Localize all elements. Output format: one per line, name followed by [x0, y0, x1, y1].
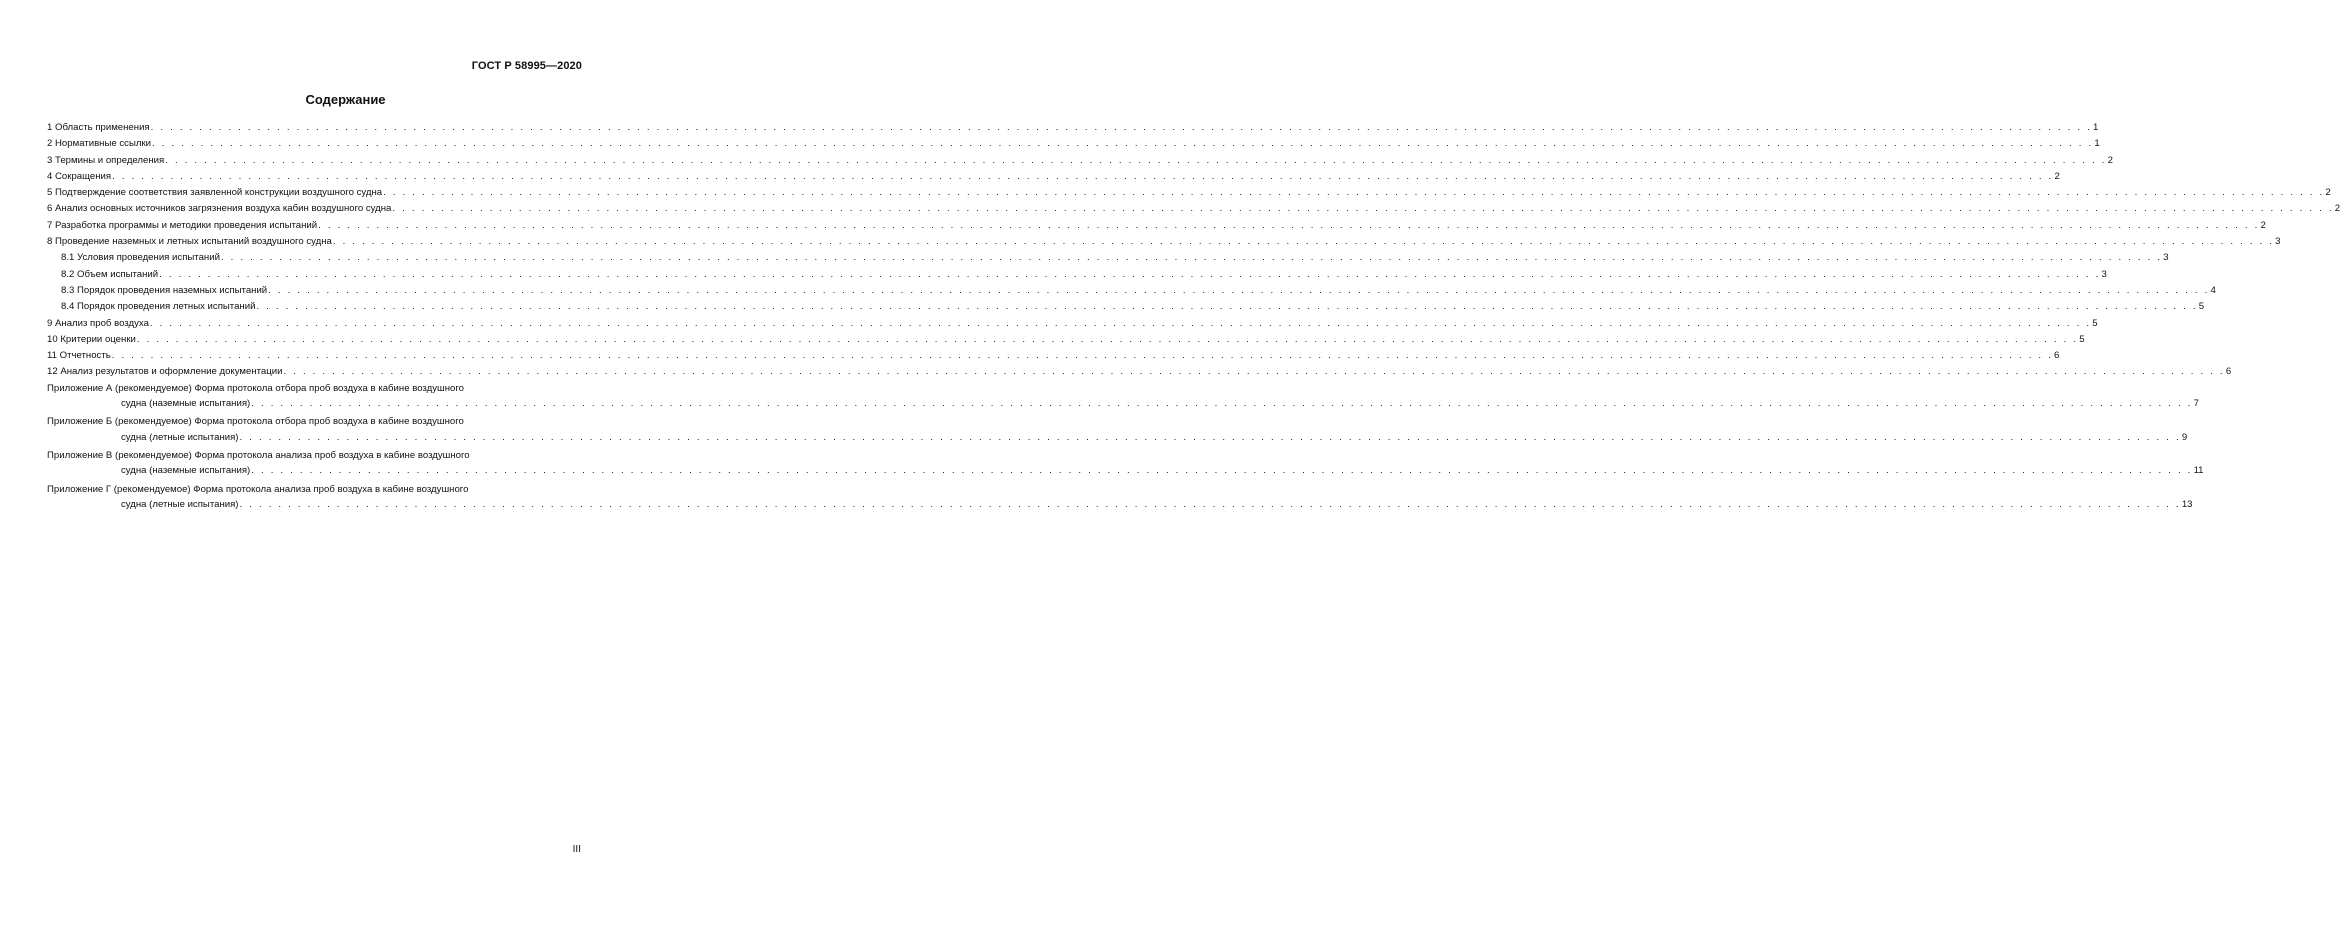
toc-entry-page: 2 [2334, 203, 2340, 215]
toc-entry-page: 2 [2054, 170, 2060, 182]
toc-leader-dots: . . . . . . . . . . . . . . . . . . . . . . . . . . . . . . . . . . . . . . . . . . . . . . . . . . . . . . . . . . . . . . . . . . . . . . . . . . . . . . . . . . . . . . . . . . . . . . . . . . . . . . . . . . . . . . . . . . . . . . . . . . . . . . . . . . . . . . . . . . . . . . . . . . . . . . . . . . . . . . . . . . . . . . . . . . . . . . . . . . . . . . . . . . . . . . . . . . . . . . . . [150, 122, 2092, 133]
toc-entry-title: 8.4 Порядок проведения летных испытаний [61, 301, 256, 313]
toc-entry[interactable] [47, 218, 2266, 234]
appendix-page: 13 [2181, 498, 2193, 510]
toc-entry[interactable] [47, 234, 2281, 250]
toc-entry-page: 2 [2260, 219, 2266, 231]
toc-entry[interactable] [47, 136, 2100, 152]
toc-leader-dots: . . . . . . . . . . . . . . . . . . . . . . . . . . . . . . . . . . . . . . . . . . . . . . . . . . . . . . . . . . . . . . . . . . . . . . . . . . . . . . . . . . . . . . . . . . . . . . . . . . . . . . . . . . . . . . . . . . . . . . . . . . . . . . . . . . . . . . . . . . . . . . . . . . . . . . . . . . . . . . . . . . . . . . . . . . . . . . . . . . . . . . . . . . . . . . . . . . . . . . . . [152, 138, 2094, 150]
appendix-title-line1: Приложение Г (рекомендуемое) Форма протокола анализа проб воздуха в кабине воздушного [47, 483, 469, 495]
appendix-title-line2: судна (наземные испытания) [121, 465, 251, 477]
toc-entry-title: 8 Проведение наземных и летных испытаний воздушного судна [47, 236, 332, 248]
toc-entry-page: 5 [2092, 317, 2098, 329]
toc-entry-page: 2 [2107, 154, 2113, 166]
toc-entry[interactable] [47, 250, 2169, 266]
appendix-page: 7 [2193, 398, 2199, 410]
toc-entry-page: 1 [2092, 122, 2099, 133]
toc-leader-dots: . . . . . . . . . . . . . . . . . . . . . . . . . . . . . . . . . . . . . . . . . . . . . . . . . . . . . . . . . . . . . . . . . . . . . . . . . . . . . . . . . . . . . . . . . . . . . . . . . . . . . . . . . . . . . . . . . . . . . . . . . . . . . . . . . . . . . . . . . . . . . . . . . . . . . . . . . . . . . . . . . . . . . . . . . . . . . . . . . . . . . . . . . . . . . . . . . . . . . . . . [251, 465, 2193, 477]
toc-entry[interactable] [47, 185, 2331, 201]
toc-entry-page: 5 [2079, 333, 2085, 345]
toc-entry[interactable] [47, 201, 2340, 217]
toc-entry[interactable] [47, 348, 2060, 364]
toc-leader-dots: . . . . . . . . . . . . . . . . . . . . . . . . . . . . . . . . . . . . . . . . . . . . . . . . . . . . . . . . . . . . . . . . . . . . . . . . . . . . . . . . . . . . . . . . . . . . . . . . . . . . . . . . . . . . . . . . . . . . . . . . . . . . . . . . . . . . . . . . . . . . . . . . . . . . . . . . . . . . . . . . . . . . . . . . . . . . . . . . . . . . . . . . . . . . . . . . . . . . . . . . [165, 154, 2107, 166]
toc-entry[interactable] [47, 332, 2085, 348]
page-title: Содержание [305, 92, 386, 107]
toc-entry-title: 1 Область применения [47, 122, 150, 133]
toc-entry-page: 3 [2101, 268, 2107, 280]
toc-entry-title: 12 Анализ результатов и оформление документации [47, 366, 283, 378]
toc-appendix-entry[interactable] [47, 482, 2193, 513]
toc-entry-title: 3 Термины и определения [47, 154, 165, 166]
toc-entry-page: 6 [2054, 350, 2060, 362]
page-number: III [572, 844, 581, 855]
toc-leader-dots: . . . . . . . . . . . . . . . . . . . . . . . . . . . . . . . . . . . . . . . . . . . . . . . . . . . . . . . . . . . . . . . . . . . . . . . . . . . . . . . . . . . . . . . . . . . . . . . . . . . . . . . . . . . . . . . . . . . . . . . . . . . . . . . . . . . . . . . . . . . . . . . . . . . . . . . . . . . . . . . . . . . . . . . . . . . . . . . . . . . . . . . . . . . . . . . . . . . . . . . . [251, 398, 2193, 410]
toc-appendix-entry[interactable] [47, 448, 2204, 479]
toc-entry[interactable] [47, 299, 2205, 315]
appendix-page: 11 [2193, 465, 2204, 477]
toc-entry[interactable] [47, 316, 2098, 332]
toc-leader-dots: . . . . . . . . . . . . . . . . . . . . . . . . . . . . . . . . . . . . . . . . . . . . . . . . . . . . . . . . . . . . . . . . . . . . . . . . . . . . . . . . . . . . . . . . . . . . . . . . . . . . . . . . . . . . . . . . . . . . . . . . . . . . . . . . . . . . . . . . . . . . . . . . . . . . . . . . . . . . . . . . . . . . . . . . . . . . . . . . . . . . . . . . . . . . . . . . . . . . . . . . [318, 219, 2260, 231]
appendix-page: 9 [2181, 431, 2188, 443]
toc-entry-page: 2 [2325, 187, 2331, 199]
appendix-title-line2: судна (летные испытания) [121, 431, 239, 443]
toc-leader-dots: . . . . . . . . . . . . . . . . . . . . . . . . . . . . . . . . . . . . . . . . . . . . . . . . . . . . . . . . . . . . . . . . . . . . . . . . . . . . . . . . . . . . . . . . . . . . . . . . . . . . . . . . . . . . . . . . . . . . . . . . . . . . . . . . . . . . . . . . . . . . . . . . . . . . . . . . . . . . . . . . . . . . . . . . . . . . . . . . . . . . . . . . . . . . . . . . . . . . . . . . [111, 350, 2054, 362]
toc-entry-title: 4 Сокращения [47, 170, 112, 182]
toc-entry-title: 8.2 Объем испытаний [61, 268, 159, 280]
toc-entry[interactable] [47, 283, 2216, 299]
toc-entry-title: 9 Анализ проб воздуха [47, 317, 149, 329]
appendix-title-line1: Приложение А (рекомендуемое) Форма протокола отбора проб воздуха в кабине воздушного [47, 382, 464, 394]
toc-leader-dots: . . . . . . . . . . . . . . . . . . . . . . . . . . . . . . . . . . . . . . . . . . . . . . . . . . . . . . . . . . . . . . . . . . . . . . . . . . . . . . . . . . . . . . . . . . . . . . . . . . . . . . . . . . . . . . . . . . . . . . . . . . . . . . . . . . . . . . . . . . . . . . . . . . . . . . . . . . . . . . . . . . . . . . . . . . . . . . . . . . . . . . . . . . . . . . . . . . . . . . . . [159, 268, 2101, 280]
toc-entry-page: 3 [2163, 252, 2169, 264]
table-of-contents [47, 120, 2340, 515]
toc-entry[interactable] [47, 120, 2099, 136]
toc-appendix-entry[interactable] [47, 414, 2188, 445]
appendix-title-line2: судна (летные испытания) [121, 498, 239, 510]
toc-entry[interactable] [47, 169, 2060, 185]
toc-entry-title: 6 Анализ основных источников загрязнения воздуха кабин воздушного судна [47, 203, 392, 215]
toc-entry-title: 10 Критерии оценки [47, 333, 136, 345]
toc-leader-dots: . . . . . . . . . . . . . . . . . . . . . . . . . . . . . . . . . . . . . . . . . . . . . . . . . . . . . . . . . . . . . . . . . . . . . . . . . . . . . . . . . . . . . . . . . . . . . . . . . . . . . . . . . . . . . . . . . . . . . . . . . . . . . . . . . . . . . . . . . . . . . . . . . . . . . . . . . . . . . . . . . . . . . . . . . . . . . . . . . . . . . . . . . . . . . . . . . . . . . . . . [383, 187, 2325, 199]
toc-entry[interactable] [47, 153, 2113, 169]
toc-leader-dots: . . . . . . . . . . . . . . . . . . . . . . . . . . . . . . . . . . . . . . . . . . . . . . . . . . . . . . . . . . . . . . . . . . . . . . . . . . . . . . . . . . . . . . . . . . . . . . . . . . . . . . . . . . . . . . . . . . . . . . . . . . . . . . . . . . . . . . . . . . . . . . . . . . . . . . . . . . . . . . . . . . . . . . . . . . . . . . . . . . . . . . . . . . . . . . . . . . . . . . . . [268, 284, 2210, 296]
toc-leader-dots: . . . . . . . . . . . . . . . . . . . . . . . . . . . . . . . . . . . . . . . . . . . . . . . . . . . . . . . . . . . . . . . . . . . . . . . . . . . . . . . . . . . . . . . . . . . . . . . . . . . . . . . . . . . . . . . . . . . . . . . . . . . . . . . . . . . . . . . . . . . . . . . . . . . . . . . . . . . . . . . . . . . . . . . . . . . . . . . . . . . . . . . . . . . . . . . . . . . . . . . . [392, 203, 2334, 215]
toc-leader-dots: . . . . . . . . . . . . . . . . . . . . . . . . . . . . . . . . . . . . . . . . . . . . . . . . . . . . . . . . . . . . . . . . . . . . . . . . . . . . . . . . . . . . . . . . . . . . . . . . . . . . . . . . . . . . . . . . . . . . . . . . . . . . . . . . . . . . . . . . . . . . . . . . . . . . . . . . . . . . . . . . . . . . . . . . . . . . . . . . . . . . . . . . . . . . . . . . . . . . . . . . [112, 170, 2054, 182]
toc-entry-page: 3 [2275, 236, 2281, 248]
toc-entry-page: 1 [2094, 138, 2100, 150]
toc-leader-dots: . . . . . . . . . . . . . . . . . . . . . . . . . . . . . . . . . . . . . . . . . . . . . . . . . . . . . . . . . . . . . . . . . . . . . . . . . . . . . . . . . . . . . . . . . . . . . . . . . . . . . . . . . . . . . . . . . . . . . . . . . . . . . . . . . . . . . . . . . . . . . . . . . . . . . . . . . . . . . . . . . . . . . . . . . . . . . . . . . . . . . . . . . . . . . . . . . . . . . . . . [332, 236, 2275, 248]
toc-leader-dots: . . . . . . . . . . . . . . . . . . . . . . . . . . . . . . . . . . . . . . . . . . . . . . . . . . . . . . . . . . . . . . . . . . . . . . . . . . . . . . . . . . . . . . . . . . . . . . . . . . . . . . . . . . . . . . . . . . . . . . . . . . . . . . . . . . . . . . . . . . . . . . . . . . . . . . . . . . . . . . . . . . . . . . . . . . . . . . . . . . . . . . . . . . . . . . . . . . . . . . . . [239, 431, 2181, 443]
toc-leader-dots: . . . . . . . . . . . . . . . . . . . . . . . . . . . . . . . . . . . . . . . . . . . . . . . . . . . . . . . . . . . . . . . . . . . . . . . . . . . . . . . . . . . . . . . . . . . . . . . . . . . . . . . . . . . . . . . . . . . . . . . . . . . . . . . . . . . . . . . . . . . . . . . . . . . . . . . . . . . . . . . . . . . . . . . . . . . . . . . . . . . . . . . . . . . . . . . . . . . . . . . . [220, 252, 2163, 264]
toc-leader-dots: . . . . . . . . . . . . . . . . . . . . . . . . . . . . . . . . . . . . . . . . . . . . . . . . . . . . . . . . . . . . . . . . . . . . . . . . . . . . . . . . . . . . . . . . . . . . . . . . . . . . . . . . . . . . . . . . . . . . . . . . . . . . . . . . . . . . . . . . . . . . . . . . . . . . . . . . . . . . . . . . . . . . . . . . . . . . . . . . . . . . . . . . . . . . . . . . . . . . . . . . [149, 317, 2092, 329]
toc-entry-title: 11 Отчетность [47, 350, 111, 362]
toc-entry-title: 5 Подтверждение соответствия заявленной конструкции воздушного судна [47, 187, 383, 199]
appendix-title-line2: судна (наземные испытания) [121, 398, 251, 410]
toc-entry-title: 8.3 Порядок проведения наземных испытаний [61, 284, 268, 296]
toc-entry-page: 5 [2198, 301, 2205, 313]
toc-leader-dots: . . . . . . . . . . . . . . . . . . . . . . . . . . . . . . . . . . . . . . . . . . . . . . . . . . . . . . . . . . . . . . . . . . . . . . . . . . . . . . . . . . . . . . . . . . . . . . . . . . . . . . . . . . . . . . . . . . . . . . . . . . . . . . . . . . . . . . . . . . . . . . . . . . . . . . . . . . . . . . . . . . . . . . . . . . . . . . . . . . . . . . . . . . . . . . . . . . . . . . . . [136, 333, 2079, 345]
toc-entry-page: 4 [2210, 284, 2216, 296]
toc-entry[interactable] [47, 267, 2107, 283]
standard-designation: ГОСТ Р 58995—2020 [471, 60, 582, 72]
toc-leader-dots: . . . . . . . . . . . . . . . . . . . . . . . . . . . . . . . . . . . . . . . . . . . . . . . . . . . . . . . . . . . . . . . . . . . . . . . . . . . . . . . . . . . . . . . . . . . . . . . . . . . . . . . . . . . . . . . . . . . . . . . . . . . . . . . . . . . . . . . . . . . . . . . . . . . . . . . . . . . . . . . . . . . . . . . . . . . . . . . . . . . . . . . . . . . . . . . . . . . . . . . . [283, 366, 2225, 378]
toc-entry-title: 2 Нормативные ссылки [47, 138, 152, 150]
toc-entry[interactable] [47, 364, 2232, 380]
toc-entry-title: 8.1 Условия проведения испытаний [61, 252, 220, 264]
toc-leader-dots: . . . . . . . . . . . . . . . . . . . . . . . . . . . . . . . . . . . . . . . . . . . . . . . . . . . . . . . . . . . . . . . . . . . . . . . . . . . . . . . . . . . . . . . . . . . . . . . . . . . . . . . . . . . . . . . . . . . . . . . . . . . . . . . . . . . . . . . . . . . . . . . . . . . . . . . . . . . . . . . . . . . . . . . . . . . . . . . . . . . . . . . . . . . . . . . . . . . . . . . . [256, 301, 2198, 313]
toc-entry-title: 7 Разработка программы и методики проведения испытаний [47, 219, 318, 231]
toc-appendix-entry[interactable] [47, 381, 2199, 412]
appendix-title-line1: Приложение Б (рекомендуемое) Форма протокола отбора проб воздуха в кабине воздушного [47, 416, 464, 428]
toc-entry-page: 6 [2225, 366, 2232, 378]
toc-leader-dots: . . . . . . . . . . . . . . . . . . . . . . . . . . . . . . . . . . . . . . . . . . . . . . . . . . . . . . . . . . . . . . . . . . . . . . . . . . . . . . . . . . . . . . . . . . . . . . . . . . . . . . . . . . . . . . . . . . . . . . . . . . . . . . . . . . . . . . . . . . . . . . . . . . . . . . . . . . . . . . . . . . . . . . . . . . . . . . . . . . . . . . . . . . . . . . . . . . . . . . . . [239, 498, 2181, 510]
appendix-title-line1: Приложение В (рекомендуемое) Форма протокола анализа проб воздуха в кабине воздушного [47, 449, 470, 461]
